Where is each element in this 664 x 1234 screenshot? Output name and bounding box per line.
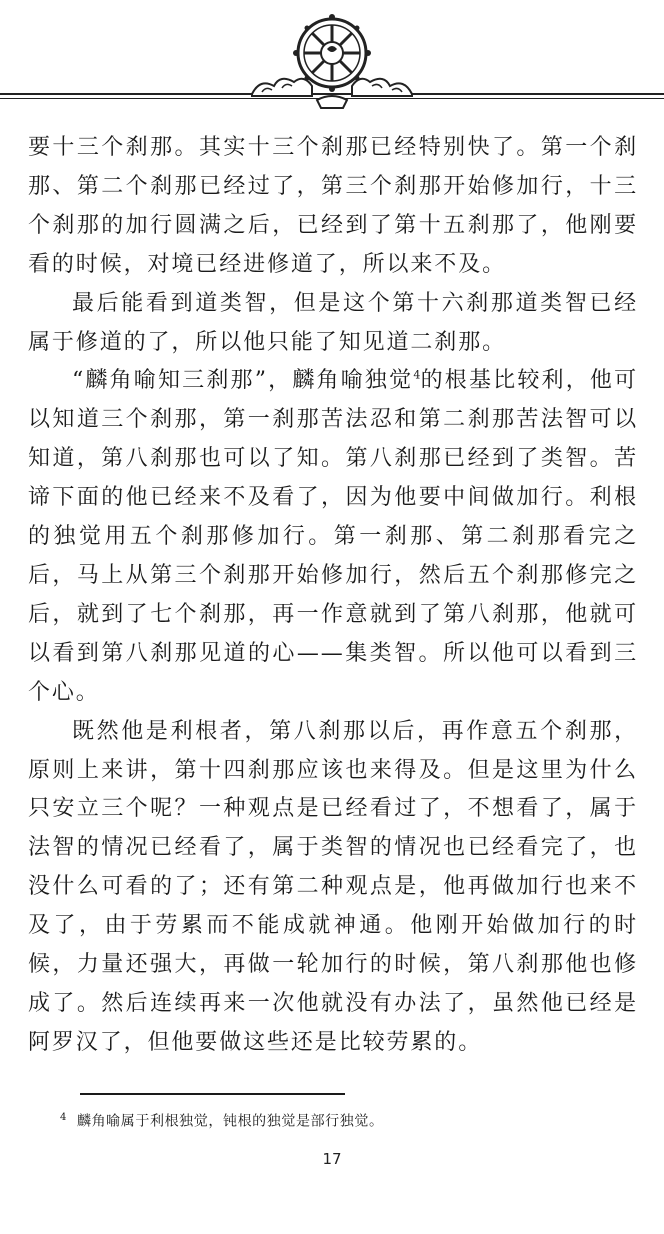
paragraph-3-rest: 的根基比较利，他可以知道三个刹那，第一刹那苦法忍和第二刹那苦法智可以知道，第八刹那也可以了知。第八刹那已经到了类智。苦谛下面的他已经来不及看了，因为他要中间做加行。利根的独觉用五个刹那修加行。第一刹那、第二刹那看完之后，马上从第三个刹那开始修加行，然后五个刹那修完之后，就到了七个刹那，再一作意就到了第八刹那，他就可以看到第八刹那见道的心——集类智。所以他可以看到三个心。 <box>28 368 638 705</box>
dharma-wheel-icon <box>232 8 432 113</box>
paragraph-1: 要十三个刹那。其实十三个刹那已经特别快了。第一个刹那、第二个刹那已经过了，第三个刹那开始修加行，十三个刹那的加行圆满之后，已经到了第十五刹那了，他刚要看的时候，对境已经进修道了，所以来不及。 <box>28 135 638 277</box>
footnote-reference[interactable]: 4 <box>413 369 421 383</box>
page-header <box>0 0 664 120</box>
main-body-text <box>28 129 638 1063</box>
paragraph-2: 最后能看到道类智，但是这个第十六刹那道类智已经属于修道的了，所以他只能了知见道二刹那。 <box>28 290 638 355</box>
footnote-divider <box>80 1093 345 1095</box>
footnote-text: 麟角喻属于利根独觉，钝根的独觉是部行独觉。 <box>76 1113 384 1130</box>
paragraph-4: 既然他是利根者，第八刹那以后，再作意五个刹那，原则上来讲，第十四刹那应该也来得及。但是这里为什么只安立三个呢？一种观点是已经看过了，不想看了，属于法智的情况已经看了，属于类智的情况也已经看完了，也没什么可看的了；还有第二种观点是，他再做加行也来不及了，由于劳累而不能成就神通。他刚开始做加行的时候，力量还强大，再做一轮加行的时候，第八刹那他也修成了。然后连续再来一次他就没有办法了，虽然他已经是阿罗汉了，但他要做这些还是比较劳累的。 <box>28 718 638 1055</box>
footnote <box>60 1108 620 1132</box>
paragraph-3 <box>28 362 638 712</box>
paragraph-3-start: “麟角喻知三刹那”，麟角喻独觉 <box>72 368 414 394</box>
page-number: 17 <box>322 1150 342 1168</box>
footnote-mark: 4 <box>60 1112 67 1123</box>
